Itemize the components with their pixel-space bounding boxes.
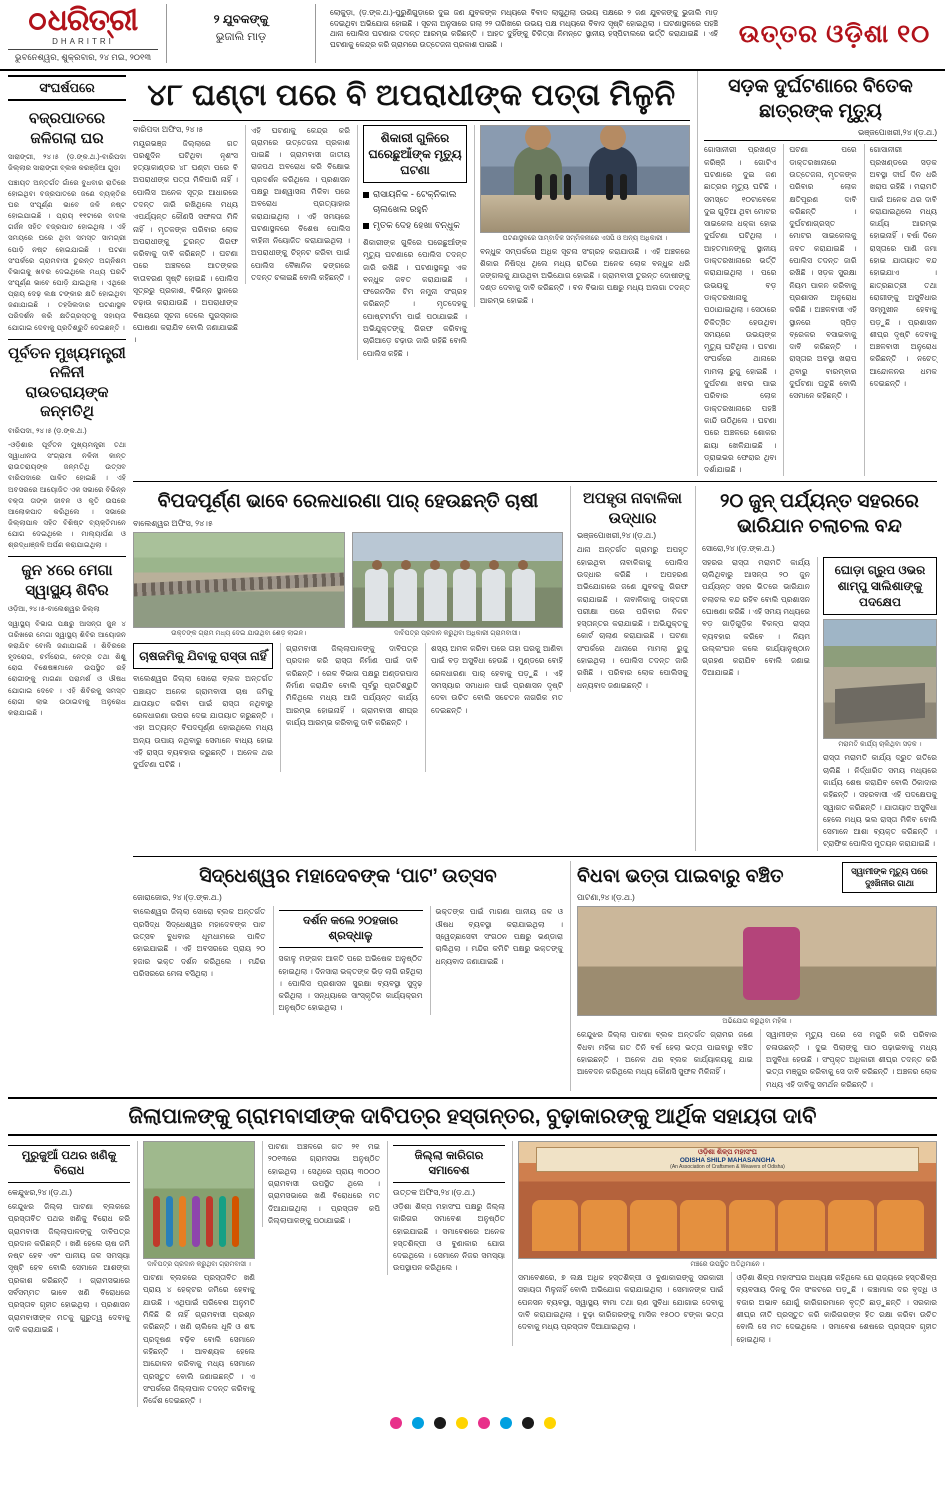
accident-headline: ସଡ଼କ ଦୁର୍ଘଟଣାରେ ବିତେକ ଛାତ୍ରଙ୍କ ମୃତ୍ୟୁ [728, 76, 913, 122]
bullet-2: ମୃତକ ଦେହ ହେଖା ବନ୍ଧୁକ [373, 219, 460, 230]
railway-track-photo [133, 532, 345, 628]
stage-banner-subtitle: ODISHA SHILP MAHASANGHA [679, 1157, 776, 1164]
quarry-photo-block [137, 1141, 255, 1407]
quarry-body: କେନ୍ଦୁଝର ଜିଲ୍ଲା ପାଟଣା ବ୍ଲକରେ ପ୍ରସ୍ତାବିତ ପଥର ଖଣିକୁ ବିରୋଧ କରି ଗ୍ରାମବାସୀ ଜିଲ୍ଲାପାଳଙ୍କୁ ଦାବିପତ୍ର ପ୍ରଦାନ କରିଛନ୍ତି । ଖଣି ହେଲେ ଚାଷ ଜମି ନଷ୍ଟ ହେବ ଏବଂ ପାନୀୟ ଜଳ ସମସ୍ୟା ସୃଷ୍ଟି ହେବ ବୋଲି ସେମାନେ ଆଶଙ୍କା ପ୍ରକାଶ କରିଛନ୍ତି । ଗ୍ରାମସଭାରେ ସର୍ବସମ୍ମତ ଭାବେ ଖଣି ବିରୋଧରେ ପ୍ରସ୍ତାବ ଗୃହୀତ ହୋଇଥିଲା । ପ୍ରଶାସନ ଗ୍ରାମବାସୀଙ୍କ ମତକୁ ଗୁରୁତ୍ୱ ଦେବାକୁ ଦାବି କରାଯାଇଛି । [8, 1202, 130, 1334]
accident-body-1: ଗୋସାନୀରୀ ପ୍ରଖଣ୍ଡ କରିଞ୍ଜି । ଗୋଟିଏ ଘଟଣାରେ ଦୁଇ ଜଣ ଛାତ୍ରର ମୃତ୍ୟୁ ଘଟିଛି । ସମସ୍ତେ ୧୦ଟାବେଳେ ଦୁଇ ଗୁଡ଼ିଆ ଥିବା ମୋଟର ସାଇକେଲ ଧକ୍କା ହୋଇ ଦୁର୍ଘଟଣା ଘଟିଥିଲା । ଆହତମାନଙ୍କୁ ସ୍ଥାନୀୟ ଡାକ୍ତରଖାନାରେ ଭର୍ତ୍ତି କରାଯାଇଥିଲା । ପରେ ଉଭୟକୁ ବଡ଼ ଡାକ୍ତରଖାନାକୁ ପଠାଯାଇଥିଲା । ସେଠାରେ ଚିକିତ୍ସିତ ହେଉଥିବା ସମୟରେ ଉଭୟଙ୍କ ମୃତ୍ୟୁ ଘଟିଥିଲା । ଘଟଣା ସଂପର୍କରେ ଥାନାରେ ମାମଲା ରୁଜୁ ହୋଇଛି । ଦୁର୍ଘଟଣା ଖବର ପାଇ ପରିବାର ଲୋକ ଡାକ୍ତରଖାନାରେ ପହଞ୍ଚି କାନ୍ଦି ଉଠିଥିଲେ । ଘଟଣା ପରେ ଅଞ୍ଚଳରେ ଶୋକର ଛାୟା ଖେଳିଯାଇଛି । ଡ୍ରାଇଭର ଫେରାର ଥିବା ଦର୍ଶାଯାଇଛି । [704, 145, 777, 475]
festival-story [133, 861, 563, 1015]
widow-house-photo [577, 906, 937, 1016]
traffic-ban-story [695, 486, 937, 850]
accident-body-3: ଗୋସାନୀରୀ ପ୍ରଖଣ୍ଡରେ ସଡ଼କ ଅବସ୍ଥା ଦୀର୍ଘ ଦିନ ଧରି ଖରାପ ରହିଛି । ମରାମତି ପାଇଁ ଅନେକ ଥର ଦାବି କରାଯାଇଥିଲେ ମଧ୍ୟ କାର୍ଯ୍ୟ ଆରମ୍ଭ ହୋଇନାହିଁ । ବର୍ଷା ଦିନେ ରାସ୍ତାରେ ପାଣି ଜମା ହୋଇ ଯାତାୟାତ ବନ୍ଦ ହୋଇଯାଏ । ଛାତ୍ରଛାତ୍ରୀ ତଥା ରୋଗୀଙ୍କୁ ଅସୁବିଧାର ସମ୍ମୁଖୀନ ହେବାକୁ ପଡ଼ୁଛି । ପ୍ରଶାସନ ଶୀଘ୍ର ଦୃଷ୍ଟି ଦେବାକୁ ଅଞ୍ଚଳବାସୀ ଅନୁରୋଧ କରିଛନ୍ତି । ନଚେତ୍ ଆନ୍ଦୋଳନର ଧମକ ଦେଇଛନ୍ତି । [869, 145, 937, 389]
center-right-zone [133, 71, 937, 1091]
gun-death-box [357, 125, 467, 360]
photo-person-head [525, 125, 551, 150]
quarry-body-2: ପାଟଣା ବ୍ଲକରେ ପ୍ରସ୍ତାବିତ ଖଣି ପ୍ରାୟ ୪ ହେକ୍ଟର ଜମିରେ ହେବାକୁ ଯାଉଛି । ଏଥିପାଇଁ ପରିବେଶ ଅନୁମତି ମିଳିଛି କି ନାହିଁ ଗ୍ରାମବାସୀ ପ୍ରଶ୍ନ କରିଛନ୍ତି । ଖଣି ଚାଲିଲେ ଧୂଳି ଓ ଶବ୍ଦ ପ୍ରଦୂଷଣ ବଢ଼ିବ ବୋଲି ସେମାନେ କହିଛନ୍ତି । ଆବଶ୍ୟକ ହେଲେ ଆନ୍ଦୋଳନ କରିବାକୁ ମଧ୍ୟ ସେମାନେ ପ୍ରସ୍ତୁତ ବୋଲି ଜଣାଇଛନ୍ତି । ଏ ସଂପର୍କରେ ଜିଲ୍ଲାପାଳ ତଦନ୍ତ କରିବାକୁ ନିର୍ଦ୍ଦେଶ ଦେଇଛନ୍ତି । [143, 1273, 255, 1406]
rail-photo-1-block [133, 532, 345, 641]
photo-figure [192, 1196, 199, 1247]
widow-badge: ସ୍ୱାମୀଙ୍କ ମୃତ୍ୟୁ ପରେ ଦୁଃଖିନୀର ଗାଥା [842, 862, 937, 894]
photo-figure [482, 569, 505, 622]
rail-photo-2-block [352, 532, 564, 641]
photo-figure [232, 1196, 239, 1247]
traffic-photo-caption: ମରାମତି କାର୍ଯ୍ୟ ଚାଲିଥିବା ସଡ଼କ । [838, 741, 922, 749]
left-byline-3: ଓଡ଼ିଆ, ୨୪।୫-ବାଲେଶ୍ୱର ଜିଲ୍ଲା [8, 604, 100, 614]
microphone-icon [564, 174, 571, 200]
widow-story [570, 861, 937, 1091]
gun-death-bullets [363, 187, 467, 233]
microphone-icon [620, 174, 627, 200]
no-road-box [133, 643, 273, 772]
festival-col-3 [430, 906, 564, 1014]
color-mark-yellow [544, 1417, 556, 1429]
lead-col-2 [245, 125, 350, 285]
villagers-photo [143, 1141, 255, 1259]
quarry-byline: କେନ୍ଦୁଝର,୨୪।(ଡ଼.ଥ.) [8, 1188, 73, 1197]
widow-photo-caption: ଅଭିଯୋଗ କରୁଥିବା ମହିଳା । [722, 1018, 792, 1026]
logo-roman-name: DHARITRI [52, 37, 114, 46]
logo-circle-icon [29, 13, 46, 30]
photo-figure-head [430, 560, 440, 570]
bottom-banner [8, 1097, 937, 1136]
photo-figure [206, 1196, 213, 1247]
photo-figure-head [401, 560, 411, 570]
lead-col-1 [133, 125, 238, 347]
photo-figure [166, 1196, 173, 1247]
widow-body-2: ସ୍ୱାମୀଙ୍କ ମୃତ୍ୟୁ ପରେ ସେ ମଜୁରି କରି ପରିବାର ଚଳାଉଛନ୍ତି । ଦୁଇ ପିଲାଙ୍କୁ ପାଠ ପଢ଼ାଇବାକୁ ମଧ୍ୟ ଅସୁବିଧା ହେଉଛି । ସଂପୃକ୍ତ ଅଧିକାରୀ ଶୀଘ୍ର ତଦନ୍ତ କରି ଭତ୍ତା ମଞ୍ଜୁର କରିବାକୁ ସେ ଦାବି କରିଛନ୍ତି । ଅଞ୍ଚଳର ଲୋକ ମଧ୍ୟ ଏହି ଦାବିକୁ ସମର୍ଥନ କରିଛନ୍ତି । [766, 1030, 937, 1089]
logo-wordmark: ଧରିତ୍ରୀ [8, 4, 158, 36]
rescue-body: ଥାନା ଅନ୍ତର୍ଗତ ଗ୍ରାମରୁ ଅପହୃତ ହୋଇଥିବା ନାବାଳିକାକୁ ପୋଲିସ ଉଦ୍ଧାର କରିଛି । ଅପହରଣ ଅଭିଯୋଗରେ ଜଣେ ଯୁବକକୁ ଗିରଫ କରାଯାଇଛି । ନାବାଳିକାକୁ ଡାକ୍ତରୀ ପରୀକ୍ଷା ପରେ ପରିବାର ନିକଟ ହସ୍ତାନ୍ତର କରାଯାଇଛି । ଅଭିଯୁକ୍ତକୁ କୋର୍ଟ ଚାଲାଣ କରାଯାଇଛି । ଘଟଣା ସଂପର୍କରେ ଥାନାରେ ମାମଲା ରୁଜୁ ହୋଇଥିଲା । ପୋଲିସ ତଦନ୍ତ ଜାରି ରଖିଛି । ପରିବାର ଲୋକ ପୋଲିସକୁ ଧନ୍ୟବାଦ ଜଣାଇଛନ୍ତି । [577, 545, 688, 690]
traffic-col-1 [702, 557, 810, 851]
masthead-teaser [166, 4, 316, 63]
rail-body-3: ଶସ୍ୟ ଅମଳ କରିବା ପରେ ତାହା ଘରକୁ ଆଣିବା ପାଇଁ ବଡ଼ ଅସୁବିଧା ହେଉଛି । ମୁଣ୍ଡରେ ବୋହି ରେଳଧାରଣା ପାର୍ ହେବାକୁ ପଡ଼ୁଛି । ଏହି ସମସ୍ୟାର ସମାଧାନ ପାଇଁ ପ୍ରଶାସନ ଦୃଷ୍ଟି ଦେବା ଉଚିତ ବୋଲି ସଚେତନ ନାଗରିକ ମତ ଦେଇଛନ୍ତି । [431, 644, 563, 715]
artisan-body-3: ଓଡ଼ିଶା ଶିଳ୍ପ ମହାସଂଘର ଅଧ୍ୟକ୍ଷ କହିଥିଲେ ଯେ ରାଜ୍ୟରେ ହସ୍ତଶିଳ୍ପ ବ୍ୟବସାୟ ଦିନକୁ ଦିନ ସଂକଟରେ ପଡ଼ୁଛି । କଞ୍ଚାମାଲ ଦର ବୃଦ୍ଧି ଓ ବଜାର ଅଭାବ ଯୋଗୁଁ କାରିଗରମାନେ ବୃତ୍ତି ଛାଡ଼ୁଛନ୍ତି । ସରକାର ଶୀଘ୍ର ନୀତି ପ୍ରସ୍ତୁତ କରି କାରିଗରଙ୍କ ହିତ ରକ୍ଷା କରିବା ଉଚିତ ବୋଲି ସେ ମତ ଦେଇଥିଲେ । ସମାବେଶ ଶେଷରେ ପ୍ରସ୍ତାବ ଗୃହୀତ ହୋଇଥିଲା । [736, 1273, 937, 1344]
photo-figure-head [518, 560, 528, 570]
lead-byline: ବାରିପଦା ଅଫିସ, ୨୪।୫ [133, 124, 204, 134]
stage-banner-subtitle-2: (An Association of Craftsmen & Weavers of Odisha) [670, 1164, 785, 1170]
bullet-square-icon [363, 223, 369, 229]
headline-rule [133, 120, 690, 121]
rail-byline: ବାଲେଶ୍ୱର ଅଫିସ, ୨୪।୫ [133, 519, 213, 529]
villagers-petition-photo [352, 532, 564, 628]
rail-headline: ବିପଦପୂର୍ଣ୍ଣ ଭାବେ ରେଳଧାରଣା ପାର୍ ହେଉଛନ୍ତି ଚାଷୀ [157, 491, 539, 513]
photo-figure [680, 1200, 726, 1251]
photo-person [589, 146, 637, 202]
stage-banner-title: ଓଡ଼ିଶା ଶିଳ୍ପ ମହାସଂଘ [698, 1149, 757, 1156]
photo-figure-head [372, 560, 382, 570]
photo-figure [365, 569, 388, 622]
color-mark-black [434, 1417, 446, 1429]
color-mark-black [522, 1417, 534, 1429]
teaser-line-2: ଭୁଜାଲି ମାଡ଼ [215, 30, 267, 43]
color-mark-cyan [500, 1417, 512, 1429]
left-headline-1: ବଜ୍ରପାତରେ ଜଳିଗଲା ଘର [28, 110, 106, 147]
widow-body-1: କେନ୍ଦୁଝର ଜିଲ୍ଲା ପାଟଣା ବ୍ଲକ ଅନ୍ତର୍ଗତ ଗ୍ରାମର ଜଣେ ବିଧବା ମହିଳା ଗତ ତିନି ବର୍ଷ ହେଲା ଭତ୍ତା ପାଇବାରୁ ବଞ୍ଚିତ ହୋଇଛନ୍ତି । ଅନେକ ଥର ବ୍ଲକ କାର୍ଯ୍ୟାଳୟକୁ ଯାଇ ଆବେଦନ କରିଥିଲେ ମଧ୍ୟ କୌଣସି ସୁଫଳ ମିଳିନାହିଁ । [577, 1030, 753, 1077]
artisan-headline: ଜିଲ୍ଲା କାରିଗର ସମାବେଶ [393, 1145, 505, 1183]
lead-story [133, 71, 690, 360]
rail-crossing-story [133, 486, 563, 771]
left-body-1: ପଞ୍ଚାୟତ ଅନ୍ତର୍ଗତ ଗାଁରେ ବୁଧବାର ରାତିରେ ହୋଇଥିବା ବଜ୍ରପାତରେ ଜଣେ ବ୍ୟକ୍ତିର ଘର ସଂପୂର୍ଣ୍ଣ ଭାବେ ଜଳି ନଷ୍ଟ ହୋଇଯାଇଛି । ପ୍ରାୟ ୧୧ଟାରେ ବାଦଲ ଗର୍ଜନ ସହିତ ବଜ୍ରପାତ ହୋଇଥିଲା । ଏହି ସମୟରେ ଘରେ ଥିବା ସମସ୍ତ ସାମଗ୍ରୀ ପୋଡ଼ି ନଷ୍ଟ ହୋଇଯାଇଛି । ଘଟଣା ସଂପର୍କରେ ଗ୍ରାମବାସୀ ତୁରନ୍ତ ଅଗ୍ନିଶମ ବିଭାଗକୁ ଖବର ଦେଇଥିଲେ ମଧ୍ୟ ଘରଟି ସଂପୂର୍ଣ୍ଣ ଭାବେ ପୋଡ଼ି ଯାଇଥିଲା । ଏଥିରେ ପ୍ରାୟ ଦେଢ଼ ଲକ୍ଷ ଟଙ୍କାର କ୍ଷତି ହୋଇଥିବା ଜଣାଯାଇଛି । ତହସିଲଦାର ଘଟଣାସ୍ଥଳ ପରିଦର୍ଶନ କରି କ୍ଷତିଗ୍ରସ୍ତକୁ ସହାୟତା ଯୋଗାଇ ଦେବାକୁ ପ୍ରତିଶ୍ରୁତି ଦେଇଛନ୍ତି । [8, 177, 126, 332]
widow-headline: ବିଧବା ଭତ୍ତା ପାଇବାରୁ ବଞ୍ଚିତ [577, 865, 784, 887]
press-conference-photo [480, 125, 690, 233]
accident-body-2: ଘଟଣା ପରେ ଡାକ୍ତରଖାନାରେ ଉତ୍ତେଜନା, ମୃତକଙ୍କ ପରିବାର ଲୋକ କ୍ଷତିପୂରଣ ଦାବି କରିଛନ୍ତି । ଦୁର୍ଘଟଣାଗ୍ରସ୍ତ ମୋଟର ସାଇକେଲକୁ ଜବତ କରାଯାଇଛି । ପୋଲିସ ତଦନ୍ତ ଜାରି ରଖିଛି । ସଡ଼କ ସୁରକ୍ଷା ନିୟମ ପାଳନ କରିବାକୁ ପ୍ରଶାସନ ଅନୁରୋଧ କରିଛି । ଅଞ୍ଚଳବାସୀ ଏହି ସ୍ଥାନରେ ସ୍ପିଡ଼ ବ୍ରେକର ବସାଇବାକୁ ଦାବି କରିଛନ୍ତି । ରାସ୍ତାର ଅବସ୍ଥା ଖରାପ ଥିବାରୁ ବାରମ୍ବାର ଦୁର୍ଘଟଣା ଘଟୁଛି ବୋଲି ସେମାନେ କହିଛନ୍ତି । [789, 145, 857, 401]
widow-byline: ପାଟଣା,୨୪।(ଡ଼.ଥ.) [577, 893, 635, 903]
photo-figure [424, 569, 447, 622]
artisan-body-2: ସମାବେଶରେ, ୭ ଲକ୍ଷ ଅଧିକ ହସ୍ତଶିଳ୍ପୀ ଓ ବୁଣାକାରଙ୍କୁ ସରକାରୀ ସହାୟତା ମିଳୁନାହିଁ ବୋଲି ଅଭିଯୋଗ କରାଯାଇଥିଲା । ସେମାନଙ୍କ ପାଇଁ ପେନସନ ବ୍ୟବସ୍ଥା, ସ୍ୱାସ୍ଥ୍ୟ ବୀମା ତଥା ଋଣ ସୁବିଧା ଯୋଗାଇ ଦେବାକୁ ଦାବି କରାଯାଇଥିଲା । ବୁଢ଼ା କାରିଗରଙ୍କୁ ମାସିକ ୧୫୦୦ ଟଙ୍କା ଭତ୍ତା ଦେବାକୁ ମଧ୍ୟ ପ୍ରସ୍ତାବ ଦିଆଯାଇଥିଲା । [518, 1273, 724, 1332]
press-photo-block [474, 125, 690, 307]
artisan-photo-caption: ମଞ୍ଚରେ ଉପସ୍ଥିତ ଅତିଥିମାନେ । [690, 1261, 765, 1269]
color-mark-magenta [478, 1417, 490, 1429]
left-body-3: ସ୍ୱାସ୍ଥ୍ୟ ବିଭାଗ ପକ୍ଷରୁ ଆସନ୍ତା ଜୁନ ୪ ତାରିଖରେ ମେଗା ସ୍ୱାସ୍ଥ୍ୟ ଶିବିର ଆୟୋଜନ କରାଯିବ ବୋଲି ଜଣାଯାଇଛି । ଶିବିରରେ ହୃଦରୋଗ, ଚର୍ମରୋଗ, ନେତ୍ର ତଥା ଶିଶୁ ରୋଗ ବିଶେଷଜ୍ଞମାନେ ଉପସ୍ଥିତ ରହି ରୋଗୀଙ୍କୁ ମାଗଣା ପରାମର୍ଶ ଓ ଔଷଧ ଯୋଗାଇ ଦେବେ । ଏହି ଶିବିରକୁ ସମସ୍ତ ରୋଗୀ ଲାଭ ଉଠାଇବାକୁ ଅନୁରୋଧ କରାଯାଇଛି । [8, 618, 126, 717]
festival-sub-headline: ଦର୍ଶନ କଲେ ୨୦ହଜାର ଶ୍ରଦ୍ଧାଳୁ [279, 910, 423, 948]
quarry-col-3 [262, 1141, 380, 1227]
stage-seated-people [532, 1200, 924, 1251]
photo-figure-head [460, 560, 470, 570]
quarry-protest-story [8, 1141, 130, 1336]
artisan-meet-story [387, 1141, 505, 1275]
accident-col-3 [864, 144, 937, 476]
rail-photo-2-caption: ଦାବିପତ୍ର ପ୍ରଦାନ କରୁଥିବା ଅଧିକାରୀ ଗ୍ରାମବାସୀ। [394, 630, 521, 638]
widow-col-2 [760, 1029, 937, 1090]
photo-figure [179, 1196, 186, 1247]
photo-desk [481, 195, 689, 231]
edition-title: ଉତ୍ତର ଓଡ଼ିଶା ୧୦ [738, 20, 931, 48]
lead-body-3: ବନ୍ଧୁକ ସମ୍ପର୍କରେ ଅଧିକ ସୂଚନା ସଂଗ୍ରହ କରାଯାଉଛି । ଏହି ଅଞ୍ଚଳରେ ଶିକାର ନିଷିଦ୍ଧ ଥିଲେ ମଧ୍ୟ ରାତିରେ ଅନେକ ଲୋକ ବନ୍ଧୁକ ଧରି ଜଙ୍ଗଲକୁ ଯାଉଥିବା ଅଭିଯୋଗ ହୋଇଛି । ଗ୍ରାମବାସୀ ତୁରନ୍ତ ଦୋଷୀଙ୍କୁ ଦଣ୍ଡ ଦେବାକୁ ଦାବି କରିଛନ୍ତି । ବନ ବିଭାଗ ପକ୍ଷରୁ ମଧ୍ୟ ଅଲଗା ତଦନ୍ତ ଆରମ୍ଭ ହୋଇଛି । [480, 246, 690, 305]
festival-body-1: ବାଲେଶ୍ୱର ଜିଲ୍ଲା ସୋରୋ ବ୍ଲକ ଅନ୍ତର୍ଗତ ପ୍ରସିଦ୍ଧ ସିଦ୍ଧେଶ୍ୱର ମହାଦେବଙ୍କ ପାଟ ଉତ୍ସବ ବୁଧବାର ଧୂମଧାମରେ ପାଳିତ ହୋଇଯାଇଛି । ଏହି ଅବସରରେ ପ୍ରାୟ ୨୦ ହଜାର ଭକ୍ତ ଦର୍ଶନ କରିଥିଲେ । ମନ୍ଦିର ପରିସରରେ ମେଳା ବସିଥିଲା । [133, 907, 266, 978]
photo-figure [729, 1200, 775, 1251]
photo-figure [581, 1200, 627, 1251]
festival-col-2 [273, 906, 423, 1014]
artisan-col-2 [518, 1272, 724, 1346]
rail-body-2: ଗ୍ରାମବାସୀ ଜିଲ୍ଲାପାଳଙ୍କୁ ଦାବିପତ୍ର ପ୍ରଦାନ କରି ରାସ୍ତା ନିର୍ମାଣ ପାଇଁ ଦାବି କରିଛନ୍ତି । ରେଳ ବିଭାଗ ପକ୍ଷରୁ ଅଣ୍ଡରପାସ ନିର୍ମାଣ କରାଯିବ ବୋଲି ପୂର୍ବରୁ ପ୍ରତିଶ୍ରୁତି ମିଳିଥିଲେ ମଧ୍ୟ ଆଜି ପର୍ଯ୍ୟନ୍ତ କାର୍ଯ୍ୟ ଆରମ୍ଭ ହୋଇନାହିଁ । ଗ୍ରାମବାସୀ ଶୀଘ୍ର କାର୍ଯ୍ୟ ଆରମ୍ଭ କରିବାକୁ ଦାବି କରିଛନ୍ତି । [286, 644, 418, 727]
gun-death-body: ଶିକାରୀଙ୍କ ଗୁଳିରେ ଘରେଛୁଆଁଙ୍କ ମୃତ୍ୟୁ ଘଟଣାରେ ପୋଲିସ ତଦନ୍ତ ଜାରି ରଖିଛି । ଘଟଣାସ୍ଥଳରୁ ଏକ ବନ୍ଧୁକ ଜବତ କରାଯାଇଛି । ଫରେନସିକ ଟିମ ନମୁନା ସଂଗ୍ରହ କରିଛନ୍ତି । ମୃତଦେହକୁ ପୋଷ୍ଟମର୍ଟମ ପାଇଁ ପଠାଯାଇଛି । ଅଭିଯୁକ୍ତଙ୍କୁ ଗିରଫ କରିବାକୁ ଚାରିଆଡ଼େ ଚଢ଼ାଉ ଜାରି ରହିଛି ବୋଲି ପୋଲିସ କହିଛି । [363, 237, 467, 358]
color-mark-yellow [456, 1417, 468, 1429]
quarry-body-3: ପାଟଣା ଅଞ୍ଚଳରେ ଗତ ୨୧ ମଇ ୨୦୧୩ରେ ଗ୍ରାମସଭା ଅନୁଷ୍ଠିତ ହୋଇଥିଲା । ସେଥିରେ ପ୍ରାୟ ୩୦୦୦ ଗ୍ରାମବାସୀ ଉପସ୍ଥିତ ଥିଲେ । ଗ୍ରାମସଭାରେ ଖଣି ବିରୋଧରେ ମତ ଦିଆଯାଇଥିଲା । ପ୍ରସ୍ତାବ କପି ଜିଲ୍ଲାପାଳଙ୍କୁ ପଠାଯାଇଛି । [268, 1142, 380, 1225]
right-top-zone [697, 71, 937, 476]
traffic-byline: ସୋରୋ,୨୪।(ଡ଼.ଙ୍କ.ଥ.) [702, 543, 775, 553]
photo-figure [453, 569, 476, 622]
left-section-title: ସଂଘର୍ଷପରେ [8, 75, 126, 101]
photo-figure [512, 569, 535, 622]
widow-col-1 [577, 1029, 753, 1090]
masthead-brief: ଲୋକୁଡ଼ା, (ଡ଼.ଙ୍କ.ଥ.)-ପୁରୁଣିଗୁଡ଼ାରେ ଦୁଇ ଜଣ ଯୁବକଙ୍କ ମଧ୍ୟରେ ବିବାଦ ଲାଗୁଥିଲା ଉଭୟ ପକ୍ଷରେ ୨ ଜଣ ଯୁବକଙ୍କୁ ଭୁଜାଲି ମାଡ଼ ଦେଇଥିବା ଅଭିଯୋଗ ହୋଇଛି । ସୂଚନା ଅନୁସାରେ ଗଲା ୨୨ ତାରିଖରେ ଉଭୟ ପକ୍ଷ ମଧ୍ୟରେ ବିବାଦ ସୃଷ୍ଟି ହୋଇଥିଲା । ଘଟଣାସ୍ଥଳରେ ପହଞ୍ଚି ଥାନା ପୋଲିସ ଘଟଣାର ତଦନ୍ତ ଆରମ୍ଭ କରିଛନ୍ତି । ଆହତ ଦୁହିଁଙ୍କୁ ଚିକିତ୍ସା ନିମନ୍ତେ ସ୍ଥାନୀୟ ହସ୍ପିଟାଲରେ ଭର୍ତ୍ତି କରାଯାଇଛି । ଏହି ଘଟଣାକୁ କେନ୍ଦ୍ର କରି ଗ୍ରାମରେ ଉତ୍ତେଜନା ପ୍ରକାଶ ପାଇଛି । [330, 8, 718, 50]
microphone-icon [606, 174, 613, 200]
artisan-col-3 [731, 1272, 938, 1346]
bottom-banner-title: ଜିଲାପାଳଙ୍କୁ ଗ୍ରାମବାସୀଙ୍କ ଦାବିପତ୍ର ହସ୍ତାନ୍ତର, ବୁଢ଼ାକାରଙ୍କୁ ଆର୍ଥିକ ସହାୟତା ଦାବି [128, 1104, 817, 1128]
photo-figure [219, 1196, 226, 1247]
festival-body-2: ସକାଳୁ ମଙ୍ଗଳ ଆଳତି ପରେ ଅଭିଷେକ ଅନୁଷ୍ଠିତ ହୋଇଥିଲା । ଦିନସାରା ଭକ୍ତଙ୍କ ଭିଡ଼ ଲାଗି ରହିଥିଲା । ପୋଲିସ ପ୍ରଶାସନ ସୁରକ୍ଷା ବ୍ୟବସ୍ଥା ସୁଦୃଢ଼ କରିଥିଲା । ସନ୍ଧ୍ୟାରେ ସାଂସ୍କୃତିକ କାର୍ଯ୍ୟକ୍ରମ ଅନୁଷ୍ଠିତ ହୋଇଥିଲା । [278, 954, 423, 1013]
teaser-line-1: ୨ ଯୁବକଙ୍କୁ [213, 12, 269, 26]
bullet-square-icon [363, 192, 369, 198]
newspaper-logo [8, 4, 158, 63]
traffic-headline: ୨୦ ଜୁନ୍ ପର୍ଯ୍ୟନ୍ତ ସହରରେ ଭାରିଯାନ ଚଲାଚଲ ବନ୍ଦ [720, 491, 919, 538]
festival-headline: ସିଦ୍ଧେଶ୍ୱର ମହାଦେବଙ୍କ ‘ପାଟ’ ଉତ୍ସବ [199, 865, 497, 887]
left-body-2: -ଓଡ଼ିଶାର ପୂର୍ବତନ ମୁଖ୍ୟମନ୍ତ୍ରୀ ତଥା ସ୍ୱାଧୀନତା ସଂଗ୍ରାମୀ ନଳିନୀ କାନ୍ତ ରାଉତରାୟଙ୍କ ଜନ୍ମତିଥି ଉତ୍ସବ ବାରିପଦାରେ ପାଳିତ ହୋଇଛି । ଏହି ଅବସରରେ ଆୟୋଜିତ ଏକ ସଭାରେ ବିଭିନ୍ନ ବକ୍ତା ତାଙ୍କ ଜୀବନ ଓ କୃତି ଉପରେ ଆଲୋକପାତ କରିଥିଲେ । ସଭାରେ ଜିଲ୍ଲାପାଳ ସହିତ ବିଶିଷ୍ଟ ବ୍ୟକ୍ତିମାନେ ଯୋଗ ଦେଇଥିଲେ । ମାଲ୍ୟାର୍ପଣ ଓ ଶ୍ରଦ୍ଧାଞ୍ଜଳି ଅର୍ପଣ କରାଯାଇଥିଲା । [8, 439, 126, 550]
rail-body-1: ବାଲେଶ୍ୱର ଜିଲ୍ଲା ସୋରୋ ବ୍ଲକ ଅନ୍ତର୍ଗତ ପଞ୍ଚାୟତ ଅନେକ ଗ୍ରାମବାସୀ ଚାଷ ଜମିକୁ ଯାତାୟାତ କରିବା ପାଇଁ ରାସ୍ତା ନଥିବାରୁ ରେଳଧାରଣା ଉପର ଦେଇ ଯାତାୟାତ କରୁଛନ୍ତି । ଏହା ଅତ୍ୟନ୍ତ ବିପଦପୂର୍ଣ୍ଣ ହୋଇଥିଲେ ମଧ୍ୟ ଅନ୍ୟ ଉପାୟ ନଥିବାରୁ ସେମାନେ ବାଧ୍ୟ ହୋଇ ଏହି ରାସ୍ତା ବ୍ୟବହାର କରୁଛନ୍ତି । ଅନେକ ଥର ଦୁର୍ଘଟଣା ଘଟିଛି । [133, 674, 273, 770]
photo-figure [877, 1200, 923, 1251]
left-byline-1: ସାରାଙ୍ଗୀ, ୨୪।୫ (ଡ଼.ଙ୍କ.ଥ.)-ବାରିପଦା ଜିଲ୍ଲାର ସାରାଙ୍ଗୀ ବ୍ଲକ କରଞ୍ଜିଆ ଗୁଡ଼ା [8, 152, 126, 173]
photo-figure [778, 1200, 824, 1251]
left-column [8, 71, 126, 718]
villagers-photo-caption: ଦାବିପତ୍ର ପ୍ରଦାନ କରୁଥିବା ଗ୍ରାମବାସୀ । [147, 1261, 251, 1269]
bullet-1: ରାସାୟନିକ - ଟେକ୍ନିକାଲ ଚାଲଖେଲ ରହୁନି [373, 189, 457, 215]
traffic-body-2: ରାସ୍ତା ମରାମତି କାର୍ଯ୍ୟ ଦ୍ରୁତ ଗତିରେ ଚାଲିଛି । ନିର୍ଦ୍ଧାରିତ ସମୟ ମଧ୍ୟରେ କାର୍ଯ୍ୟ ଶେଷ କରାଯିବ ବୋଲି ଠିକାଦାର କହିଛନ୍ତି । ସହରବାସୀ ଏହି ପଦକ୍ଷେପକୁ ସ୍ୱାଗତ କରିଛନ୍ତି । ଯାତାୟାତ ଅସୁବିଧା ହେଲେ ମଧ୍ୟ ଭଲ ରାସ୍ତା ମିଳିବ ବୋଲି ସେମାନେ ଆଶା ବ୍ୟକ୍ତ କରିଛନ୍ତି । ଟ୍ରାଫିକ ପୋଲିସ ମୁତୟନ କରାଯାଇଛି । [823, 753, 937, 849]
rail-photo-1-caption: ଉକ୍ତଙ୍କ ଗ୍ରାମ ମଧ୍ୟ ଦେଇ ଯାଉଥିବା ଶେଡ଼ ଲାଇନ। [171, 630, 307, 638]
artisan-body: ଓଡ଼ିଶା ଶିଳ୍ପ ମହାସଂଘ ପକ୍ଷରୁ ଜିଲ୍ଲା କାରିଗର ସମାବେଶ ଅନୁଷ୍ଠିତ ହୋଇଯାଇଛି । ସମାବେଶରେ ଅନେକ ହସ୍ତଶିଳ୍ପୀ ଓ ବୁଣାକାର ଯୋଗ ଦେଇଥିଲେ । ସେମାନେ ନିଜର ସମସ୍ୟା ଉପସ୍ଥାପନ କରିଥିଲେ । [393, 1202, 505, 1273]
accident-col-1 [704, 144, 776, 476]
accident-col-2 [783, 144, 856, 476]
microphone-icon [535, 174, 542, 200]
photo-figure [532, 1200, 578, 1251]
rescue-byline: ଭଞ୍ଜପୋଖରୀ,୨୪।(ଡ଼.ଥ.) [577, 531, 657, 541]
registration-color-marks [8, 1407, 937, 1435]
left-headline-3: ଜୁନ ୪ରେ ମେଗା ସ୍ୱାସ୍ଥ୍ୟ ଶିବିର [8, 556, 126, 603]
place-date: ଭୁବନେଶ୍ୱର, ଶୁକ୍ରବାର, ୨୪ ମଇ, ୨୦୧୩ [8, 49, 158, 63]
photo-figure-head [489, 560, 499, 570]
artisan-byline: ଉତ୍ତକ ଅଫିସ,୨୪।(ଡ଼.ଥ.) [393, 1188, 476, 1197]
traffic-body-1: ସହରର ରାସ୍ତା ମରାମତି କାର୍ଯ୍ୟ ଚାଲିଥିବାରୁ ଆସନ୍ତା ୨୦ ଜୁନ ପର୍ଯ୍ୟନ୍ତ ସହର ଭିତରେ ଭାରିଯାନ ଚଲାଚଲ ବନ୍ଦ ରହିବ ବୋଲି ପ୍ରଶାସନ ଘୋଷଣା କରିଛି । ଏହି ସମୟ ମଧ୍ୟରେ ବଡ଼ ଗାଡ଼ିଗୁଡ଼ିକ ବିକଳ୍ପ ରାସ୍ତା ବ୍ୟବହାର କରିବେ । ନିୟମ ଉଲ୍ଲଂଘନ କଲେ କାର୍ଯ୍ୟାନୁଷ୍ଠାନ ଗ୍ରହଣ କରାଯିବ ବୋଲି ଜଣାଇ ଦିଆଯାଇଛି । [702, 557, 810, 678]
lead-headline: ୪୮ ଘଣ୍ଟା ପରେ ବି ଅପରାଧୀଙ୍କ ପତ୍ତା ମିଳୁନି [147, 79, 676, 112]
photo-figure [630, 1200, 676, 1251]
stage-banner [536, 1147, 920, 1173]
accident-byline: ଭଞ୍ଜପୋଖରୀ,୨୪।(ଡ଼.ଥ.) [704, 128, 937, 141]
no-road-headline: ଚାଷଜମିକୁ ଯିବାକୁ ରାସ୍ତା ନାହିଁ [133, 643, 273, 669]
rail-col-2 [280, 643, 418, 772]
festival-col-1 [133, 906, 266, 1014]
press-photo-caption: ଘଟଣାସ୍ଥଳରେ ସାମ୍ବାଦିକ ସମ୍ମିଳନୀରେ ଏସପି ଓ ଅନ୍ୟ ଅଧିକାରୀ । [502, 234, 668, 242]
photo-figure [828, 1200, 874, 1251]
photo-figure [394, 569, 417, 622]
artisan-photo-block [512, 1141, 937, 1346]
quarry-headline: ମୁରୁଜୁଆଁ ପଥର ଖଣିକୁ ବିରୋଧ [8, 1145, 130, 1183]
festival-byline: ଜୋରାଜୋର, ୨୪।(ଡ଼.ଙ୍କ.ଥ.) [133, 893, 222, 903]
color-mark-cyan [412, 1417, 424, 1429]
microphone-icon [550, 174, 557, 200]
festival-body-3: ଭକ୍ତଙ୍କ ପାଇଁ ମାଗଣା ପାନୀୟ ଜଳ ଓ ଔଷଧ ବ୍ୟବସ୍ଥା କରାଯାଇଥିଲା । ସ୍ୱେଚ୍ଛାସେବୀ ସଂଗଠନ ପକ୍ଷରୁ ଭଣ୍ଡାରା ଚାଲିଥିଲା । ମନ୍ଦିର କମିଟି ପକ୍ଷରୁ ଭକ୍ତଙ୍କୁ ଧନ୍ୟବାଦ ଜଣାଯାଇଛି । [435, 907, 563, 966]
left-byline-2: ବାରିପଦା, ୨୪।୫ (ଡ଼.ଙ୍କ.ଥ.) [8, 425, 87, 435]
lead-body-2: ଏହି ଘଟଣାକୁ କେନ୍ଦ୍ର କରି ଗ୍ରାମରେ ଉତ୍ତେଜନା ପ୍ରକାଶ ପାଇଛି । ଗ୍ରାମବାସୀ ଜାତୀୟ ରାଜପଥ ଅବରୋଧ କରି ବିକ୍ଷୋଭ ପ୍ରଦର୍ଶନ କରିଥିଲେ । ପ୍ରଶାସନ ପକ୍ଷରୁ ଆଶ୍ୱାସନା ମିଳିବା ପରେ ଅବରୋଧ ପ୍ରତ୍ୟାହାର କରାଯାଇଥିଲା । ଏହି ସମୟରେ ଘଟଣାସ୍ଥଳରେ ବିଶେଷ ପୋଲିସ ବାହିନୀ ନିୟୋଜିତ କରାଯାଇଥିଲା । ଅପରାଧୀଙ୍କୁ ଚିହ୍ନଟ କରିବା ପାଇଁ ପୋଲିସ ବୈଜ୍ଞାନିକ ଢଙ୍ଗରେ ତଦନ୍ତ ଚଳାଇଛି ବୋଲି କହିଛନ୍ତି । [251, 125, 350, 283]
left-headline-2: ପୂର୍ବତନ ମୁଖ୍ୟମନ୍ତ୍ରୀ ନଳିନୀ ରାଉତରାୟଙ୍କ ଜନ୍ମତିଥି [8, 339, 126, 425]
traffic-sub-headline: ଘୋଡ଼ା ଗ୍ରୁପ ଓଭର ଶାମ୍ପୁ ସାଲିଶାଙ୍କୁ ପଦକ୍ଷେପ [823, 557, 937, 616]
photo-person-head [600, 125, 626, 150]
masthead [0, 0, 945, 71]
road-repair-photo [823, 619, 937, 739]
color-mark-magenta [390, 1417, 402, 1429]
gun-death-headline: ଶିକାରୀ ଗୁଳିରେ ଘରେଛୁଆଁଙ୍କ ମୃତ୍ୟୁ ଘଟଣା [363, 125, 467, 184]
lead-body-1: ମୟୂରଭଞ୍ଜ ଜିଲ୍ଲାରେ ଗତ ପରଶୁଦିନ ଘଟିଥିବା ନୃଶଂସ ହତ୍ୟାକାଣ୍ଡର ୪୮ ଘଣ୍ଟା ପରେ ବି ଅପରାଧୀଙ୍କ ପତ୍ତା ମିଳିପାରି ନାହିଁ । ପୋଲିସ ଅନେକ ସୂତ୍ର ଆଧାରରେ ତଦନ୍ତ ଜାରି ରଖିଥିଲେ ମଧ୍ୟ ଏପର୍ଯ୍ୟନ୍ତ କୌଣସି ସଫଳତା ମିଳି ନାହିଁ । ମୃତକଙ୍କ ପରିବାର ଲୋକ ଅପରାଧୀଙ୍କୁ ତୁରନ୍ତ ଗିରଫ କରିବାକୁ ଦାବି କରିଛନ୍ତି । ଘଟଣା ପରେ ଅଞ୍ଚଳରେ ଆତଙ୍କର ବାତାବରଣ ସୃଷ୍ଟି ହୋଇଛି । ପୋଲିସ ସୂତ୍ରରୁ ପ୍ରକାଶ, ବିଭିନ୍ନ ସ୍ଥାନରେ ଚଢ଼ାଉ କରାଯାଉଛି । ଅପରାଧୀଙ୍କ ବିଷୟରେ ସୂଚନା ଦେଲେ ପୁରସ୍କାର ଘୋଷଣା କରାଯିବ ବୋଲି ଜଣାଯାଇଛି । [133, 138, 238, 345]
rail-col-3 [425, 643, 563, 772]
traffic-photo-block [817, 557, 937, 851]
photo-figure [153, 1196, 160, 1247]
rescue-headline: ଅପହୃତା ନାବାଳିକା ଉଦ୍ଧାର [583, 490, 682, 527]
rescue-story [570, 486, 688, 692]
artisan-stage-photo [518, 1141, 937, 1259]
